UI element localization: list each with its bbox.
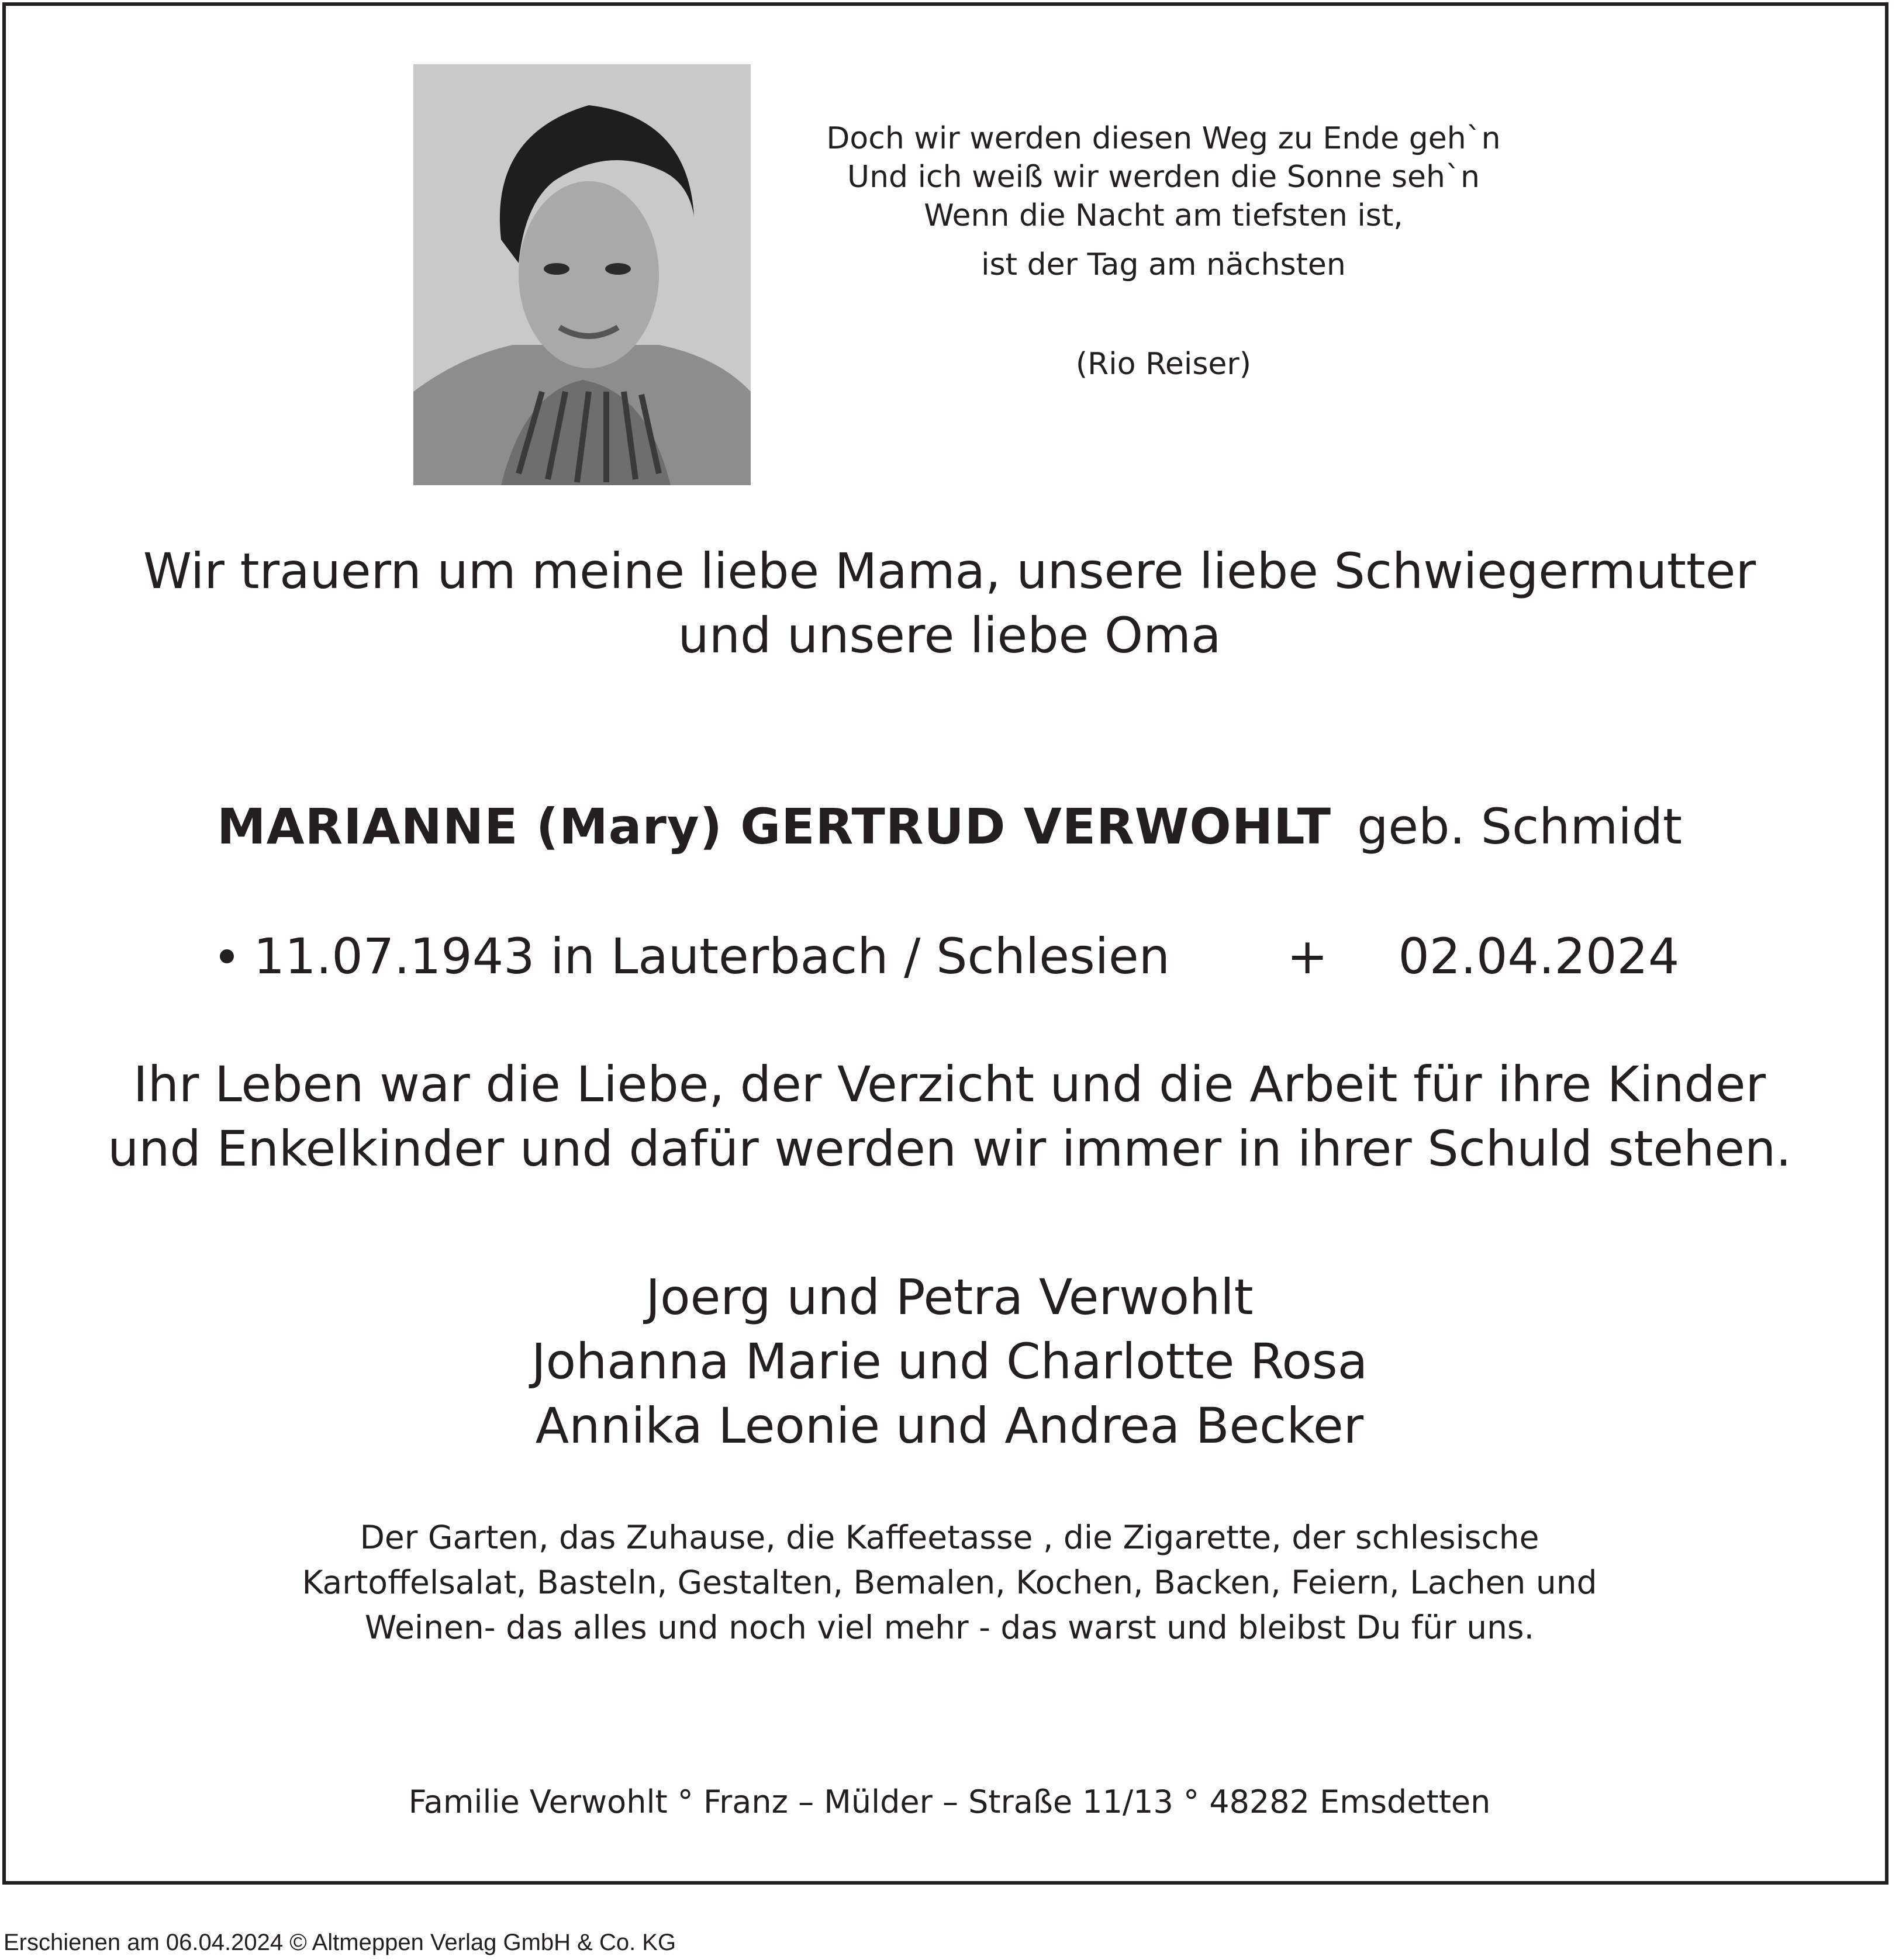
birth-name: geb. Schmidt — [1357, 798, 1682, 855]
poem-line: Und ich weiß wir werden die Sonne seh`n — [847, 160, 1480, 195]
poem-author: (Rio Reiser) — [1075, 347, 1252, 382]
mourner-line: Johanna Marie und Charlotte Rosa — [531, 1333, 1368, 1390]
memory-line: Der Garten, das Zuhause, die Kaffeetasse , die Zigarette, der schlesische — [360, 1519, 1539, 1556]
memory-line: Kartoffelsalat, Basteln, Gestalten, Bemalen, Kochen, Backen, Feiern, Lachen und — [302, 1564, 1597, 1601]
family-address: Familie Verwohlt ° Franz – Mülder – Straße 11/13 ° 48282 Emsdetten — [408, 1783, 1491, 1820]
life-line: und Enkelkinder und dafür werden wir immer in ihrer Schuld stehen. — [108, 1120, 1791, 1177]
mourner-line: Annika Leonie und Andrea Becker — [535, 1397, 1364, 1454]
poem-line: ist der Tag am nächsten — [981, 247, 1346, 282]
portrait-image — [413, 64, 751, 485]
death-date: 02.04.2024 — [1398, 928, 1680, 985]
memory-text — [0, 1515, 1899, 1650]
portrait-photo — [413, 64, 751, 485]
deceased-name-line — [0, 797, 1899, 856]
birth-bullet-icon — [220, 949, 234, 963]
poem — [725, 119, 1602, 383]
dates-line — [0, 927, 1899, 986]
intro-line: Wir trauern um meine liebe Mama, unsere liebe Schwiegermutter — [143, 542, 1756, 600]
life-text — [0, 1052, 1899, 1181]
mourners — [0, 1265, 1899, 1458]
mourner-line: Joerg und Petra Verwohlt — [645, 1268, 1254, 1326]
poem-line: Doch wir werden diesen Weg zu Ende geh`n — [826, 121, 1501, 156]
intro-line: und unsere liebe Oma — [678, 607, 1221, 664]
memory-line: Weinen- das alles und noch viel mehr - das warst und bleibst Du für uns. — [364, 1609, 1535, 1646]
birth-date: 11.07.1943 in Lauterbach / Schlesien — [253, 928, 1170, 985]
publication-footer: Erschienen am 06.04.2024 © Altmeppen Verlag GmbH & Co. KG — [4, 1930, 676, 1955]
poem-line: Wenn die Nacht am tiefsten ist, — [924, 198, 1403, 233]
life-line: Ihr Leben war die Liebe, der Verzicht und die Arbeit für ihre Kinder — [133, 1056, 1766, 1113]
deceased-name: MARIANNE (Mary) GERTRUD VERWOHLT — [217, 798, 1332, 855]
intro — [0, 539, 1899, 668]
death-symbol-icon: + — [1286, 928, 1328, 985]
